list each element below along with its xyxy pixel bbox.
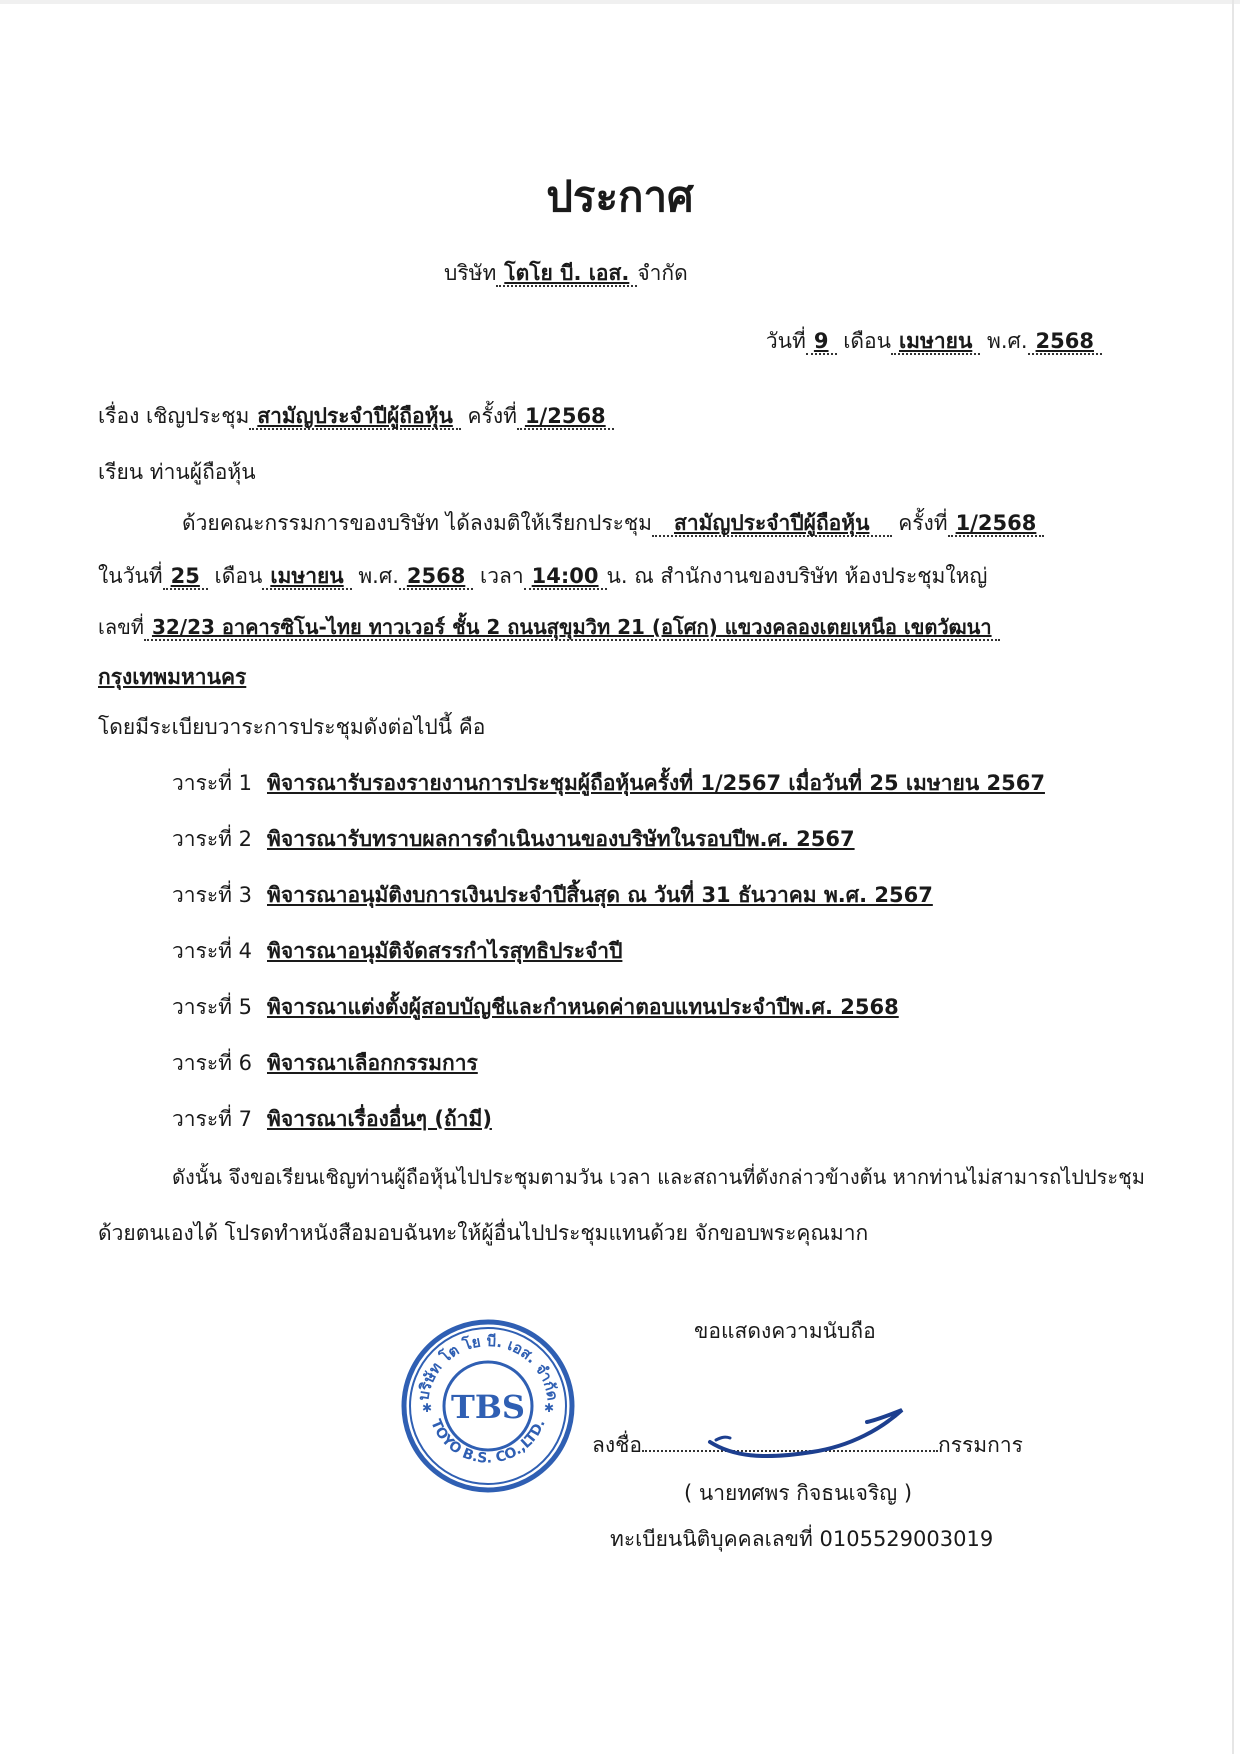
seal-text-bottom: TOYO B.S. CO.,LTD. (427, 1417, 549, 1467)
body-date-line (98, 561, 987, 591)
address-city: กรุงเทพมหานคร (98, 665, 247, 689)
address-label: เลขที่ (98, 615, 144, 639)
seal-star-right: ✱ (544, 1401, 555, 1415)
address-line (98, 612, 1000, 642)
agenda-item (172, 936, 622, 966)
body-intro-line (182, 508, 1044, 538)
on-day: 25 (163, 564, 208, 590)
agenda-number: วาระที่ 5 (172, 995, 253, 1019)
subject-line (98, 401, 614, 431)
body-meeting-type: สามัญประจำปีผู้ถือหุ้น (652, 511, 892, 537)
address-city-line (98, 662, 246, 692)
seal-text-top: บริษัท โต โย บี. เอส. จำกัด (414, 1331, 562, 1402)
address: 32/23 อาคารซิโน-ไทย ทาวเวอร์ ชั้น 2 ถนนสุขุมวิท 21 (อโศก) แขวงคลองเตยเหนือ เขตวัฒนา (144, 615, 1000, 641)
on-month: เมษายน (262, 564, 351, 590)
agenda-number: วาระที่ 2 (172, 827, 253, 851)
scan-edge-top (0, 0, 1240, 4)
agenda-item (172, 880, 933, 910)
date-day: 9 (806, 329, 837, 355)
sign-position: กรรมการ (938, 1433, 1023, 1457)
registration-number: ทะเบียนนิติบุคคลเลขที่ 0105529003019 (610, 1527, 994, 1551)
sign-label: ลงชื่อ (592, 1433, 642, 1457)
meeting-time: 14:00 (524, 564, 607, 590)
agenda-item (172, 992, 899, 1022)
date-month: เมษายน (891, 329, 980, 355)
closing-line-2: ด้วยตนเองได้ โปรดทำหนังสือมอบฉันทะให้ผู้อื่นไปประชุมแทนด้วย จักขอบพระคุณมาก (98, 1221, 869, 1245)
agenda-text: พิจารณาเรื่องอื่นๆ (ถ้ามี) (267, 1107, 492, 1131)
subject-label: เรื่อง เชิญประชุม (98, 404, 250, 428)
date-year-label: พ.ศ. (987, 329, 1028, 353)
agenda-number: วาระที่ 7 (172, 1107, 253, 1131)
closing-line-1: ดังนั้น จึงขอเรียนเชิญท่านผู้ถือหุ้นไปประชุมตามวัน เวลา และสถานที่ดังกล่าวข้างต้น หากท่านไม่สามารถไปประชุม (172, 1165, 1145, 1189)
subject-no: 1/2568 (517, 404, 614, 430)
agenda-text: พิจารณาอนุมัติจัดสรรกำไรสุทธิประจำปี (267, 939, 623, 963)
scan-edge-right (1232, 0, 1234, 1754)
on-year: 2568 (399, 564, 473, 590)
recipient-line: เรียน ท่านผู้ถือหุ้น (98, 460, 256, 484)
agenda-text: พิจารณาแต่งตั้งผู้สอบบัญชีและกำหนดค่าตอบแทนประจำปีพ.ศ. 2568 (267, 995, 899, 1019)
subject-meeting-type: สามัญประจำปีผู้ถือหุ้น (249, 404, 461, 430)
agenda-item (172, 824, 855, 854)
body-intro: ด้วยคณะกรรมการของบริษัท ได้ลงมติให้เรียกประชุม (182, 511, 652, 535)
signer-name: ( นายทศพร กิจธนเจริญ ) (684, 1481, 913, 1505)
date-line (766, 326, 1102, 356)
document-title: ประกาศ (546, 172, 694, 221)
agenda-number: วาระที่ 3 (172, 883, 253, 907)
agenda-item (172, 768, 1045, 798)
agenda-number: วาระที่ 4 (172, 939, 253, 963)
agenda-item (172, 1048, 478, 1078)
company-seal (400, 1318, 576, 1494)
place-intro: น. ณ สำนักงานของบริษัท ห้องประชุมใหญ่ (606, 564, 988, 588)
agenda-number: วาระที่ 6 (172, 1051, 253, 1075)
body-no-label: ครั้งที่ (898, 511, 948, 535)
handwritten-signature (702, 1398, 912, 1458)
company-line (444, 258, 688, 288)
regards: ขอแสดงความนับถือ (694, 1319, 876, 1343)
time-label: เวลา (480, 564, 524, 588)
date-year: 2568 (1028, 329, 1102, 355)
date-month-label: เดือน (843, 329, 891, 353)
on-month-label: เดือน (214, 564, 263, 588)
agenda-text: พิจารณารับรองรายงานการประชุมผู้ถือหุ้นครั้งที่ 1/2567 เมื่อวันที่ 25 เมษายน 2567 (267, 771, 1045, 795)
agenda-intro: โดยมีระเบียบวาระการประชุมดังต่อไปนี้ คือ (98, 715, 486, 739)
date-day-label: วันที่ (765, 329, 806, 353)
seal-logo: TBS (451, 1388, 525, 1426)
agenda-item (172, 1104, 492, 1134)
agenda-text: พิจารณาเลือกกรรมการ (267, 1051, 478, 1075)
company-name: โตโย บี. เอส. (496, 261, 637, 287)
company-suffix: จำกัด (637, 261, 688, 285)
on-year-label: พ.ศ. (358, 564, 399, 588)
agenda-number: วาระที่ 1 (172, 771, 253, 795)
seal-star-left: ✱ (422, 1401, 433, 1415)
agenda-text: พิจารณาอนุมัติงบการเงินประจำปีสิ้นสุด ณ วันที่ 31 ธันวาคม พ.ศ. 2567 (267, 883, 933, 907)
subject-no-label: ครั้งที่ (467, 404, 517, 428)
body-no: 1/2568 (948, 511, 1045, 537)
on-day-label: ในวันที่ (98, 564, 163, 588)
company-prefix: บริษัท (444, 261, 497, 285)
agenda-text: พิจารณารับทราบผลการดำเนินงานของบริษัทในรอบปีพ.ศ. 2567 (267, 827, 855, 851)
